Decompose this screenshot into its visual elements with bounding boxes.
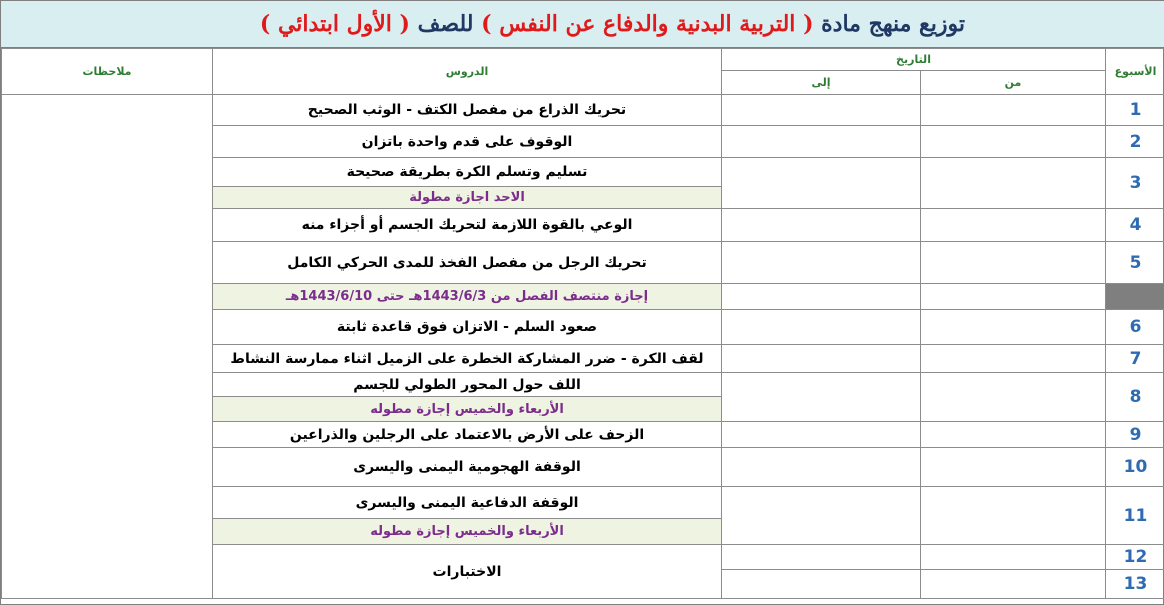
week-number: 3: [1106, 158, 1164, 209]
title-part-subject-label: توزيع منهج مادة: [821, 11, 965, 37]
holiday-cell: الاحد اجازة مطولة: [213, 187, 722, 209]
date-from-cell: [921, 284, 1106, 310]
lessons-header: الدروس: [213, 49, 722, 95]
date-from-cell: [921, 373, 1106, 422]
notes-cell: [2, 95, 213, 599]
title-part-grade-label: للصف: [417, 11, 474, 37]
date-from-cell: [921, 242, 1106, 284]
date-from-cell: [921, 570, 1106, 599]
week-number: 1: [1106, 95, 1164, 126]
to-header: إلى: [722, 71, 921, 95]
date-from-cell: [921, 310, 1106, 345]
week-number: 13: [1106, 570, 1164, 599]
curriculum-table: [1, 48, 1164, 599]
lesson-cell: الزحف على الأرض بالاعتماد على الرجلين والذراعين: [213, 422, 722, 448]
midterm-holiday-cell: إجازة منتصف الفصل من 1443/6/3هـ حتى 1443/6/10هـ: [213, 284, 722, 310]
header-row: [2, 49, 1164, 71]
title-part-grade: ( الأول ابتدائي ): [259, 11, 410, 37]
date-to-cell: [722, 284, 921, 310]
date-to-cell: [722, 487, 921, 545]
date-header: التاريخ: [722, 49, 1106, 71]
lesson-cell: الوعي بالقوة اللازمة لتحريك الجسم أو أجزاء منه: [213, 209, 722, 242]
week-number: 12: [1106, 545, 1164, 570]
title-bar: [1, 1, 1164, 48]
week-number: 2: [1106, 126, 1164, 158]
date-to-cell: [722, 126, 921, 158]
page-title: [260, 11, 965, 37]
date-from-cell: [921, 487, 1106, 545]
date-to-cell: [722, 158, 921, 209]
date-from-cell: [921, 158, 1106, 209]
date-from-cell: [921, 126, 1106, 158]
date-to-cell: [722, 242, 921, 284]
lesson-cell: الوقفة الهجومية اليمنى واليسرى: [213, 448, 722, 487]
date-to-cell: [722, 345, 921, 373]
title-part-subject: ( التربية البدنية والدفاع عن النفس ): [481, 11, 814, 37]
lesson-cell: صعود السلم - الاتزان فوق قاعدة ثابتة: [213, 310, 722, 345]
lesson-cell: اللف حول المحور الطولي للجسم: [213, 373, 722, 397]
date-from-cell: [921, 545, 1106, 570]
lesson-cell: لقف الكرة - ضرر المشاركة الخطرة على الزميل اثناء ممارسة النشاط: [213, 345, 722, 373]
table-row: [2, 95, 1164, 126]
lesson-cell: تحريك الرجل من مفصل الفخذ للمدى الحركي الكامل: [213, 242, 722, 284]
holiday-cell: الأربعاء والخميس إجازة مطوله: [213, 397, 722, 422]
date-to-cell: [722, 95, 921, 126]
date-from-cell: [921, 345, 1106, 373]
week-number: 8: [1106, 373, 1164, 422]
notes-header: ملاحظات: [2, 49, 213, 95]
date-from-cell: [921, 422, 1106, 448]
week-number: 7: [1106, 345, 1164, 373]
week-number: 11: [1106, 487, 1164, 545]
holiday-cell: الأربعاء والخميس إجازة مطوله: [213, 519, 722, 545]
date-to-cell: [722, 570, 921, 599]
week-number: 10: [1106, 448, 1164, 487]
lesson-cell: تحريك الذراع من مفصل الكتف - الوثب الصحيح: [213, 95, 722, 126]
date-to-cell: [722, 448, 921, 487]
lesson-cell: تسليم وتسلم الكرة بطريقة صحيحة: [213, 158, 722, 187]
from-header: من: [921, 71, 1106, 95]
lesson-cell: الوقوف على قدم واحدة باتزان: [213, 126, 722, 158]
date-to-cell: [722, 422, 921, 448]
week-number: 6: [1106, 310, 1164, 345]
week-number: 5: [1106, 242, 1164, 284]
date-to-cell: [722, 209, 921, 242]
date-from-cell: [921, 209, 1106, 242]
date-to-cell: [722, 373, 921, 422]
week-number-blank: [1106, 284, 1164, 310]
date-from-cell: [921, 448, 1106, 487]
date-from-cell: [921, 95, 1106, 126]
lesson-cell: الوقفة الدفاعية اليمنى واليسرى: [213, 487, 722, 519]
exams-cell: الاختبارات: [213, 545, 722, 599]
week-number: 4: [1106, 209, 1164, 242]
date-to-cell: [722, 545, 921, 570]
week-header: الأسبوع: [1106, 49, 1164, 95]
week-number: 9: [1106, 422, 1164, 448]
date-to-cell: [722, 310, 921, 345]
